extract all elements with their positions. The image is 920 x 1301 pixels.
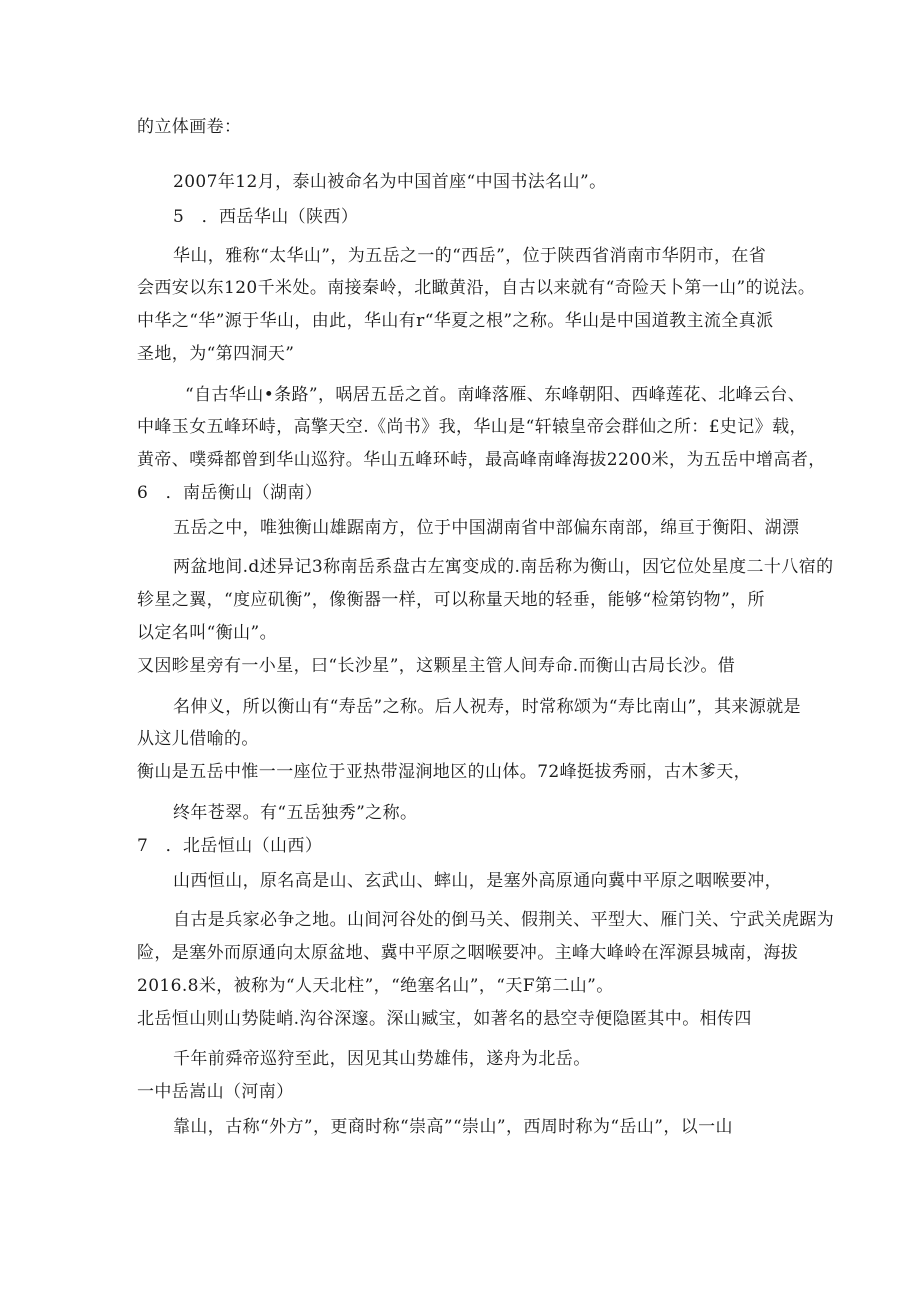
text-line: 中华之“华”源于华山，由此，华山有r“华夏之根”之称。华山是中国道教主流全真派 [137,311,774,331]
section-heading-hengshan-north: 7 ．北岳恒山（山西） [137,836,323,856]
text-line: “自古华山•条路”，㖞居五岳之首。南峰落雁、东峰朝阳、西峰莲花、北峰云台、 [185,385,806,405]
text-line: 五岳之中，唯独衡山雄踞南方，位于中国湖南省中部偏东南部，绵亘于衡阳、湖漂 [173,518,800,538]
text-line: 轸星之翼，“度应矶衡”，像衡器一样，可以称量天地的轻垂，能够“检第钧物”，所 [137,590,765,610]
section-heading-hengshan-south: 6 ．南岳衡山（湖南） [137,483,323,503]
section-heading-songshan: 一中岳嵩山（河南） [137,1082,294,1102]
text-line: 自古是兵家必争之地。山间河谷处的倒马关、假荆关、平型大、雁门关、宁武关虎踞为 [173,910,835,930]
text-line: 终年苍翠。有“五岳独秀”之称。 [173,803,418,823]
text-line: 会西安以东120千米处。南接秦岭，北瞰黄沿，自古以来就有“奇险天卜第一山”的说法。 [137,278,816,298]
text-line: 2016.8米，被称为“人天北柱”，“绝塞名山”，“天F第二山”。 [137,976,614,996]
text-line: 黄帝、噗舜都曾到华山巡狩。华山五峰环峙，最高峰南峰海拔2200米，为五岳中增高者， [137,450,826,470]
text-line: 的立体画卷： [137,117,242,137]
text-line: 衡山是五岳中惟一一座位于亚热带湿涧地区的山体。72峰挺拔秀丽，古木爹天， [137,762,752,782]
text-line: 两盆地间.d述异记3称南岳系盘古左寓变成的.南岳称为衡山，因它位处星度二十八宿的 [173,557,834,577]
text-line: 从这儿借喻的。 [137,729,259,749]
text-line: 以定名叫“衡山”。 [137,623,277,643]
text-line: 名伸义，所以衡山有“寿岳”之称。后人祝寿，时常称颂为“寿比南山”，其来源就是 [173,697,801,717]
text-line: 又因畛星旁有一小星，曰“长沙星”，这颗星主管人间寿命.而衡山古局长沙。借 [137,656,736,676]
section-heading-huashan: 5 ．西岳华山（陕西） [173,207,359,227]
text-line: 中峰玉女五峰环峙，高擎天空.《尚书》我，华山是“轩辕皇帝会群仙之所：£史记》载， [137,417,807,437]
text-line: 千年前舜帝巡狩至此，因见其山势雄伟，遂舟为北岳。 [173,1049,591,1069]
text-line: 靠山，古称“外方”，更商时称“崇高”“崇山”，西周时称为“岳山”，以一山 [173,1117,733,1137]
text-line: 险，是塞外而原通向太原盆地、冀中平原之咽喉要冲。主峰大峰岭在浑源县城南，海拔 [137,943,799,963]
text-line: 北岳恒山则山势陡峭.沟谷深邃。深山臧宝，如著名的悬空寺便隐匿其中。相传四 [137,1009,752,1029]
text-line: 华山，雅称“太华山”，为五岳之一的“西岳”，位于陕西省消南市华阴市，在省 [173,246,767,266]
text-line: 2007年12月，泰山被命名为中国首座“中国书法名山”。 [173,172,607,192]
text-line: 圣地，为“第四洞天” [137,344,295,364]
text-line: 山西恒山，原名高是山、玄武山、蟀山，是塞外高原通向冀中平原之咽喉要冲， [173,871,782,891]
